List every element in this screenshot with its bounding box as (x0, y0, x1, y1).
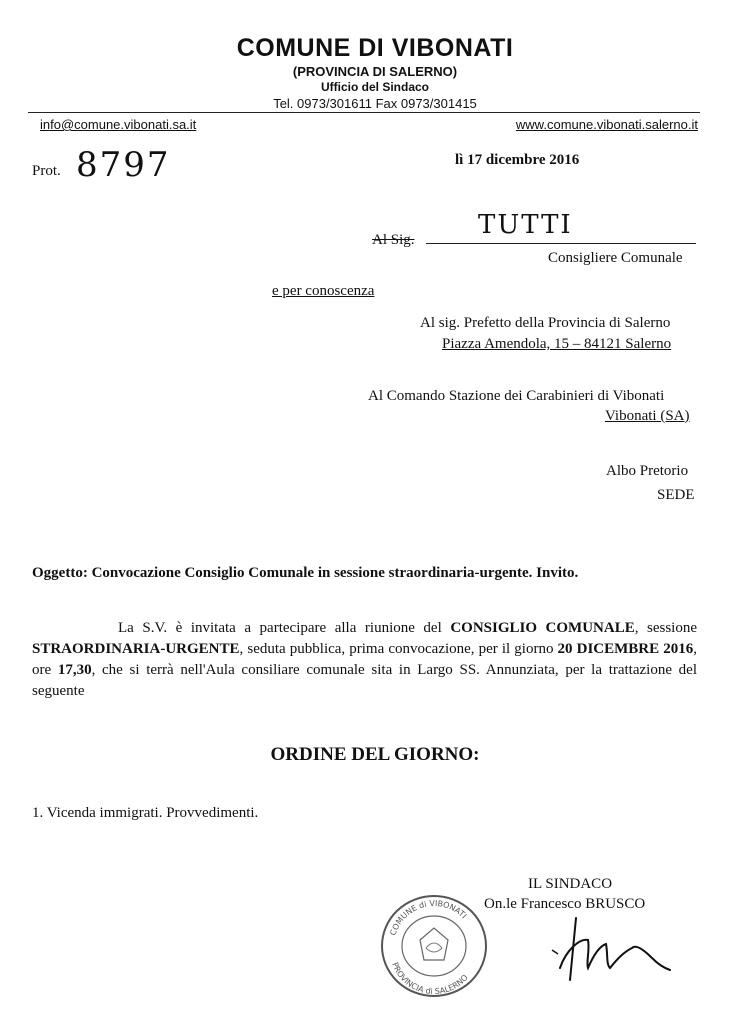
body-text-1: La S.V. è invitata a partecipare alla riunione del (118, 620, 451, 636)
prefetto-line2: Piazza Amendola, 15 – 84121 Salerno (442, 336, 672, 352)
albo-line2: SEDE (657, 487, 695, 503)
letter-date: lì 17 dicembre 2016 (455, 152, 580, 168)
body-text-4: , ore (32, 641, 697, 678)
website-link[interactable]: www.comune.vibonati.salerno.it (515, 117, 698, 132)
recipient-line (426, 243, 696, 244)
body-bold-date: 20 DICEMBRE 2016 (557, 641, 694, 657)
albo-line1: Albo Pretorio (606, 463, 689, 479)
body-paragraph (32, 618, 697, 702)
body-text-2: , sessione (634, 620, 698, 636)
carabinieri-line2: Vibonati (SA) (605, 408, 690, 424)
handwritten-signature (540, 910, 680, 990)
body-bold-sessione: STRAORDINARIA-URGENTE (32, 641, 240, 657)
protocol-label: Prot. (32, 163, 61, 179)
carabinieri-line1: Al Comando Stazione dei Carabinieri di Vibonati (368, 388, 665, 404)
prefetto-line1: Al sig. Prefetto della Provincia di Salerno (420, 315, 671, 331)
stamp-top-text: COMUNE di VIBONATI (388, 898, 469, 937)
body-bold-consiglio: CONSIGLIO COMUNALE (450, 620, 635, 636)
provincia-subheading: (PROVINCIA DI SALERNO) (292, 64, 458, 79)
subject (32, 565, 578, 582)
cc-label: e per conoscenza (272, 283, 375, 299)
al-sig-label: Al Sig. (372, 232, 415, 248)
stamp-bottom-text: PROVINCIA di SALERNO (390, 961, 470, 997)
subject-label: Oggetto: (32, 565, 88, 581)
body-bold-time: 17,30 (57, 662, 92, 678)
signature-name: On.le Francesco BRUSCO (484, 896, 646, 912)
body-text-5: , che si terrà nell'Aula consiliare comunale sita in Largo SS. Annunziata, per la trattazione del seguente (32, 662, 697, 699)
recipient-handwritten: TUTTI (478, 210, 573, 240)
email-link[interactable]: info@comune.vibonati.sa.it (40, 117, 197, 132)
agenda-item: 1. Vicenda immigrati. Provvedimenti. (32, 805, 259, 821)
comune-heading: COMUNE DI VIBONATI (236, 34, 514, 62)
protocol-number-handwritten: 8797 (76, 145, 171, 185)
body-text-3: , seduta pubblica, prima convocazione, per il giorno (239, 641, 558, 657)
ufficio-subheading: Ufficio del Sindaco (320, 80, 429, 94)
phone-fax-line: Tel. 0973/301611 Fax 0973/301415 (273, 96, 477, 111)
signature-title: IL SINDACO (528, 876, 613, 892)
agenda-heading: ORDINE DEL GIORNO: (270, 744, 480, 765)
letterhead-divider (28, 112, 700, 113)
subject-text: Convocazione Consiglio Comunale in sessione straordinaria-urgente. Invito. (91, 565, 579, 581)
recipient-role: Consigliere Comunale (548, 250, 683, 266)
municipal-stamp (376, 888, 492, 1000)
svg-text:COMUNE di VIBONATI (389, 899, 469, 937)
